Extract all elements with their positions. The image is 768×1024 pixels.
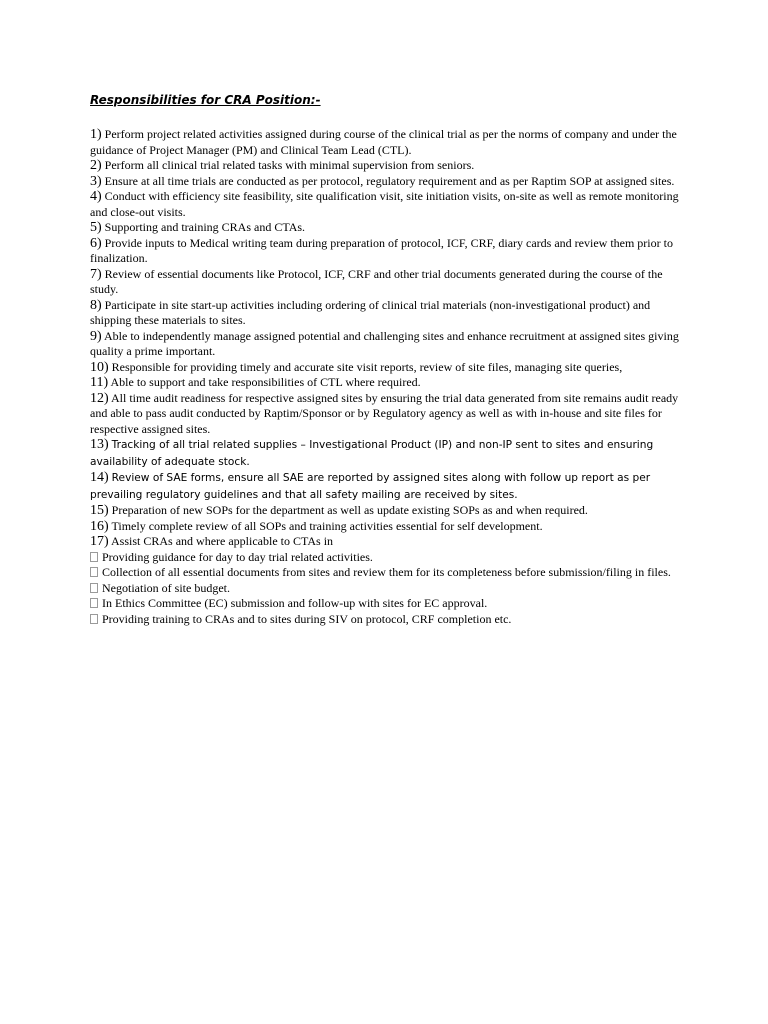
item-text: Provide inputs to Medical writing team during preparation of protocol, ICF, CRF, diary cards and review them prior to finalization. — [90, 235, 673, 265]
bullet-text: Providing training to CRAs and to sites during SIV on protocol, CRF completion etc. — [102, 611, 512, 626]
bullet-text: Negotiation of site budget. — [102, 580, 230, 595]
list-item — [90, 189, 680, 220]
item-text: Preparation of new SOPs for the department as well as update existing SOPs as and when required. — [111, 503, 588, 517]
item-number: 13) — [90, 437, 109, 452]
list-item — [90, 236, 680, 267]
list-item — [90, 519, 680, 535]
list-item — [90, 220, 680, 236]
sub-bullet-item — [90, 612, 680, 628]
item-text: Tracking of all trial related supplies – Investigational Product (IP) and non-IP sent to sites and ensuring availability of adequate stock. — [90, 439, 654, 468]
list-item — [90, 329, 680, 360]
item-number: 6) — [90, 235, 102, 251]
bullet-text: Collection of all essential documents from sites and review them for its completeness before submission/filing in files. — [102, 565, 671, 579]
bullet-box-icon — [90, 614, 98, 624]
item-text: Review of SAE forms, ensure all SAE are reported by assigned sites along with follow up report as per prevailing regulatory guidelines and that all safety mailing are received by sites. — [90, 472, 651, 501]
sub-bullet-item — [90, 596, 680, 612]
item-number: 10) — [90, 359, 109, 375]
item-text: Able to support and take responsibilities of CTL where required. — [110, 375, 421, 389]
item-text: Responsible for providing timely and accurate site visit reports, review of site files, managing site queries, — [111, 359, 623, 374]
item-text: Participate in site start-up activities including ordering of clinical trial materials (non-investigational product) and shipping these materials to sites. — [90, 297, 651, 327]
document-content — [90, 92, 680, 627]
item-text: Review of essential documents like Protocol, ICF, CRF and other trial documents generated during the course of the study. — [90, 266, 663, 296]
item-number: 9) — [90, 328, 102, 344]
item-number: 2) — [90, 158, 102, 173]
list-item — [90, 391, 680, 438]
bullet-text: Providing guidance for day to day trial related activities. — [102, 549, 373, 564]
item-number: 3) — [90, 173, 102, 189]
item-text: All time audit readiness for respective assigned sites by ensuring the trial data generated from site remains audit ready and able to pass audit conducted by Raptim/Sponsor or by Regulatory agency as well as with in-house and site files for respective assigned sites. — [90, 390, 679, 436]
item-text: Timely complete review of all SOPs and training activities essential for self development. — [111, 518, 543, 533]
list-item — [90, 360, 680, 376]
item-number: 14) — [90, 470, 109, 485]
item-number: 12) — [90, 390, 109, 406]
item-text: Assist CRAs and where applicable to CTAs in — [111, 534, 334, 548]
bullet-text: In Ethics Committee (EC) submission and follow-up with sites for EC approval. — [102, 596, 488, 610]
sub-bullet-item — [90, 565, 680, 581]
item-number: 4) — [90, 189, 102, 204]
item-text: Conduct with efficiency site feasibility, site qualification visit, site initiation visits, on-site as well as remote monitoring and close-out visits. — [90, 189, 679, 219]
item-number: 1) — [90, 127, 102, 142]
item-text: Perform project related activities assigned during course of the clinical trial as per the norms of company and under the guidance of Project Manager (PM) and Clinical Team Lead (CTL). — [90, 127, 677, 157]
item-number: 7) — [90, 266, 102, 282]
list-item — [90, 174, 680, 190]
list-item — [90, 127, 680, 158]
item-number: 15) — [90, 503, 109, 518]
bullet-box-icon — [90, 583, 98, 593]
page-title: Responsibilities for CRA Position:- — [90, 93, 321, 107]
sub-bullet-item — [90, 550, 680, 566]
list-item — [90, 375, 680, 391]
list-item — [90, 437, 680, 470]
list-item — [90, 267, 680, 298]
item-text: Perform all clinical trial related tasks with minimal supervision from seniors. — [104, 158, 475, 172]
list-item — [90, 503, 680, 519]
item-number: 17) — [90, 534, 109, 549]
item-text: Ensure at all time trials are conducted as per protocol, regulatory requirement and as per Raptim SOP at assigned sites. — [104, 173, 675, 188]
list-item — [90, 158, 680, 174]
item-number: 11) — [90, 375, 109, 390]
bullet-box-icon — [90, 598, 98, 608]
item-text: Able to independently manage assigned potential and challenging sites and enhance recruitment at assigned sites giving quality a prime important. — [90, 328, 679, 358]
list-item — [90, 470, 680, 503]
item-text: Supporting and training CRAs and CTAs. — [104, 220, 306, 234]
list-item — [90, 298, 680, 329]
bullet-box-icon — [90, 567, 98, 577]
item-number: 5) — [90, 220, 102, 235]
item-number: 8) — [90, 297, 102, 313]
sub-bullet-item — [90, 581, 680, 597]
bullet-box-icon — [90, 552, 98, 562]
list-item — [90, 534, 680, 550]
item-number: 16) — [90, 518, 109, 534]
